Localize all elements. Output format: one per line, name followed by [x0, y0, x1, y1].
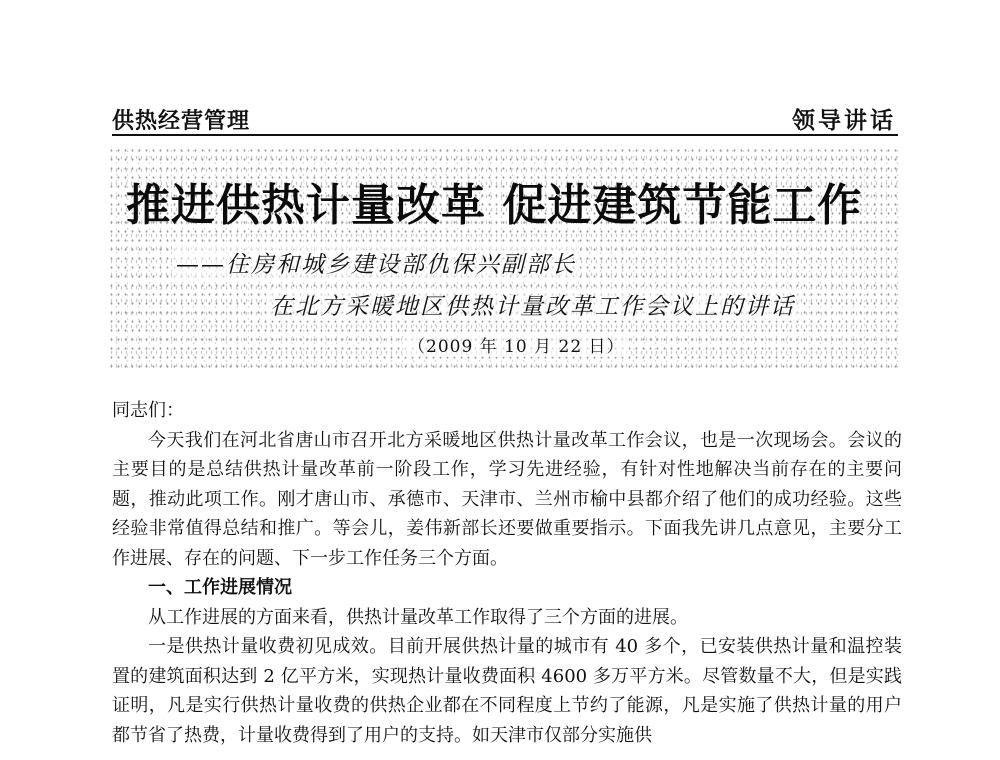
article-title: 推进供热计量改革 促进建筑节能工作 — [126, 180, 863, 231]
speech-date: （2009 年 10 月 22 日） — [404, 332, 629, 357]
article-subtitle-line-2: 在北方采暖地区供热计量改革工作会议上的讲话 — [266, 288, 799, 321]
article-body — [112, 396, 902, 750]
article-subtitle-line-1: ——住房和城乡建设部仇保兴副部长 — [172, 246, 580, 279]
paragraph: 一是供热计量收费初见成效。目前开展供热计量的城市有 40 多个，已安装供热计量和温控装置的建筑面积达到 2 亿平方米，实现热计量收费面积 4600 多万平方米。尽管数量不大，但是实践证明，凡是实行供热计量收费的供热企业都在不同程度上节约了能源，凡是实施了供热计量的用户都节省了热费，计量收费得到了用户的支持。如天津市仅部分实施供 — [112, 636, 902, 746]
section-heading: 一、工作进展情况 — [148, 577, 292, 598]
running-header — [112, 100, 898, 136]
title-block — [108, 146, 900, 368]
header-rule — [112, 134, 898, 136]
column-name: 领导讲话 — [792, 108, 896, 134]
paragraph: 从工作进展的方面来看，供热计量改革工作取得了三个方面的进展。 — [148, 606, 688, 628]
paragraph: 今天我们在河北省唐山市召开北方采暖地区供热计量改革工作会议，也是一次现场会。会议的主要目的是总结供热计量改革前一阶段工作，学习先进经验，有针对性地解决当前存在的主要问题，推动此项工作。刚才唐山市、承德市、天津市、兰州市榆中县都介绍了他们的成功经验。这些经验非常值得总结和推广。等会儿，姜伟新部长还要做重要指示。下面我先讲几点意见，主要分工作进展、存在的问题、下一步工作任务三个方面。 — [112, 429, 902, 569]
salutation: 同志们： — [112, 400, 184, 421]
journal-section-name: 供热经营管理 — [112, 109, 251, 134]
